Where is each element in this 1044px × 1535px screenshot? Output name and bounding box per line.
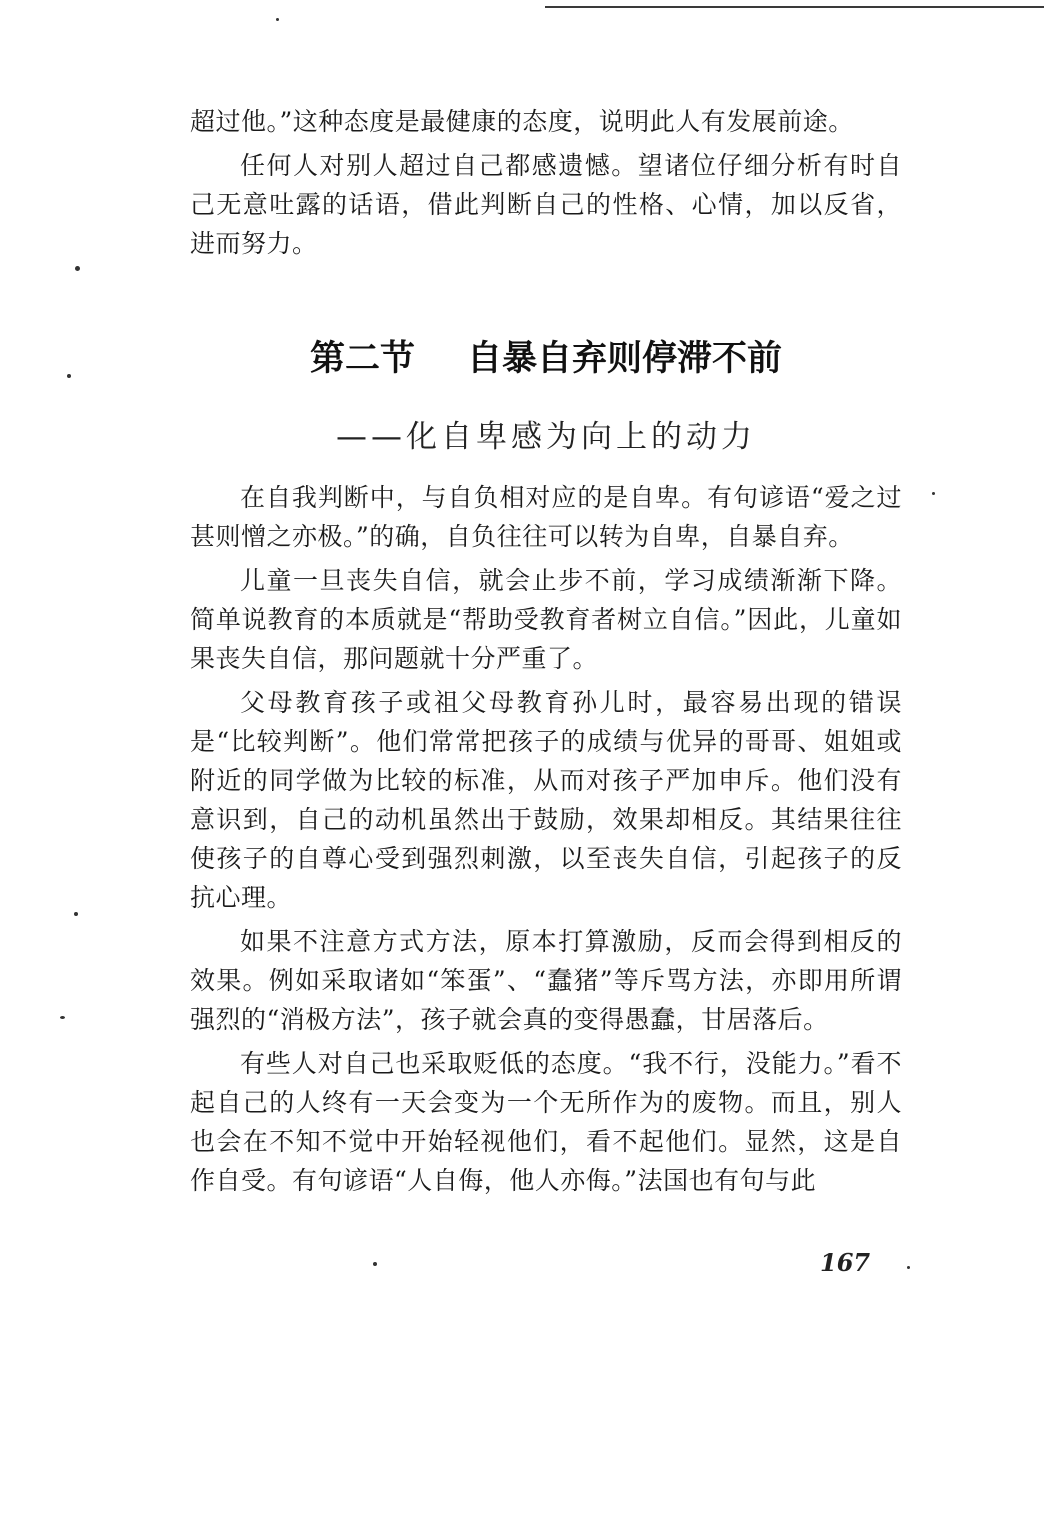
scan-speck: [60, 1016, 65, 1019]
scan-speck: [373, 1262, 377, 1266]
paragraph: 如果不注意方式方法，原本打算激励，反而会得到相反的效果。例如采取诸如“笨蛋”、“蠢猪”等斥骂方法，亦即用所谓强烈的“消极方法”，孩子就会真的变得愚蠢，甘居落后。: [190, 927, 902, 1034]
scan-speck: [67, 374, 71, 378]
section-subtitle: ——化自卑感为向上的动力: [336, 419, 756, 455]
paragraph: 儿童一旦丧失自信，就会止步不前，学习成绩渐渐下降。简单说教育的本质就是“帮助受教育者树立自信。”因此，儿童如果丧失自信，那问题就十分严重了。: [190, 566, 902, 673]
section-number: 第二节: [309, 339, 415, 379]
top-text-block: [190, 102, 902, 263]
paragraph: 任何人对别人超过自己都感遗憾。望诸位仔细分析有时自己无意吐露的话语，借此判断自己的性格、心情，加以反省，进而努力。: [190, 151, 902, 258]
section-title: [190, 332, 902, 386]
top-scan-rule: [545, 6, 1044, 8]
section-heading: 自暴自弃则停滞不前: [467, 339, 783, 379]
page-number: 167: [820, 1248, 871, 1277]
scan-speck: [75, 266, 80, 271]
body-text-block: [190, 478, 902, 1200]
paragraph: 有些人对自己也采取贬低的态度。“我不行，没能力。”看不起自己的人终有一天会变为一个无所作为的废物。而且，别人也会在不知不觉中开始轻视他们，看不起他们。显然，这是自作自受。有句谚语“人自侮，他人亦侮。”法国也有句与此: [190, 1049, 902, 1195]
paragraph-continuation: 超过他。”这种态度是最健康的态度，说明此人有发展前途。: [190, 107, 854, 136]
paragraph: 在自我判断中，与自负相对应的是自卑。有句谚语“爱之过甚则憎之亦极。”的确，自负往往可以转为自卑，自暴自弃。: [190, 483, 902, 551]
scan-speck: [276, 18, 279, 21]
paragraph: 父母教育孩子或祖父母教育孙儿时，最容易出现的错误是“比较判断”。他们常常把孩子的成绩与优异的哥哥、姐姐或附近的同学做为比较的标准，从而对孩子严加申斥。他们没有意识到，自己的动机虽然出于鼓励，效果却相反。其结果往往使孩子的自尊心受到强烈刺激，以至丧失自信，引起孩子的反抗心理。: [190, 688, 902, 912]
scan-speck: [74, 912, 78, 916]
scan-speck: [907, 1266, 910, 1269]
scan-speck: [932, 492, 935, 495]
